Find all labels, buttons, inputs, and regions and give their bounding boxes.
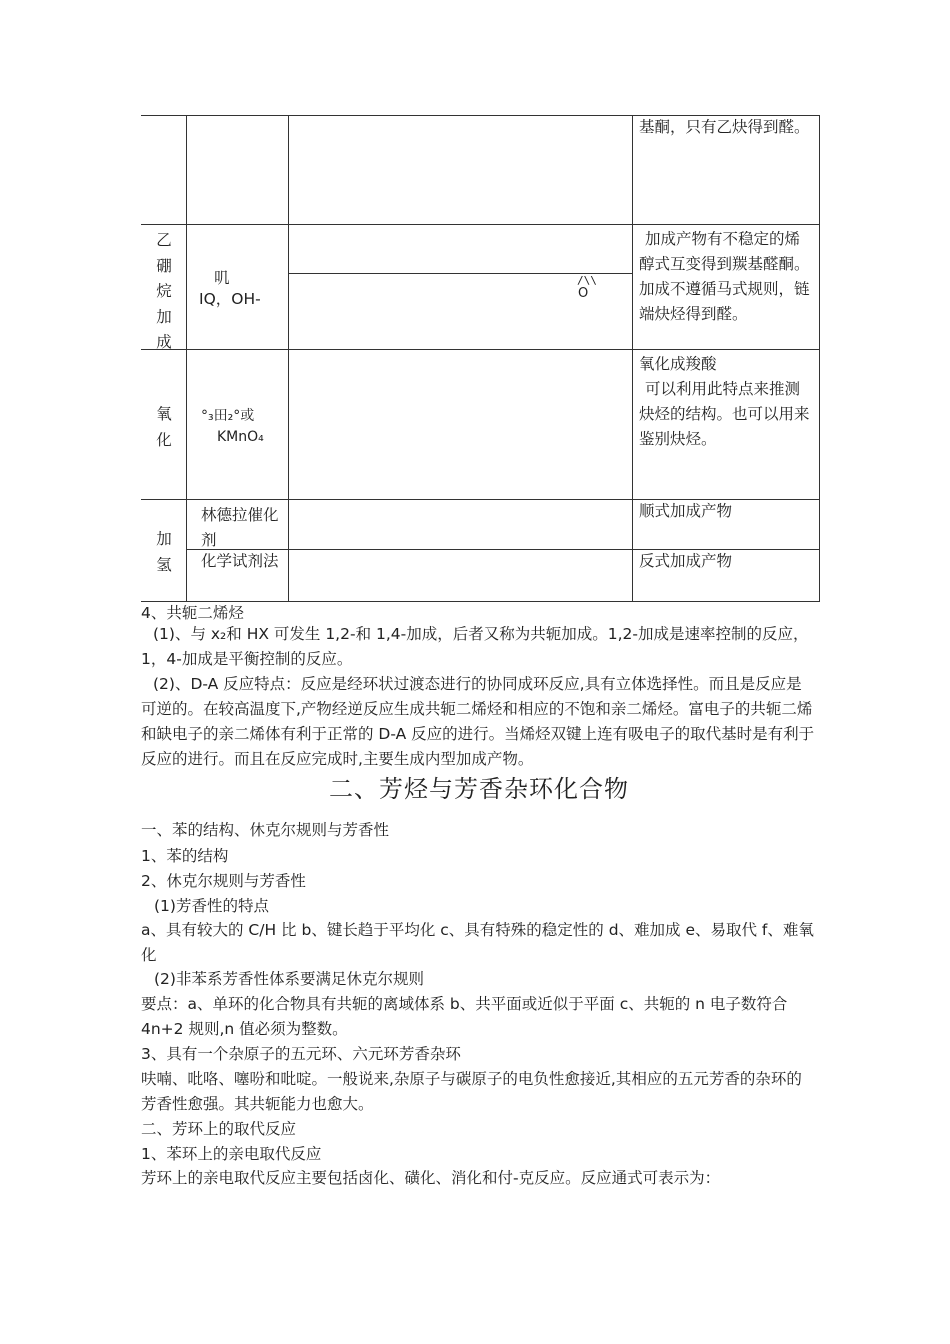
chapter-title: 二、芳烃与芳香杂环化合物	[329, 775, 629, 803]
paragraph: 要点：a、单环的化合物具有共轭的离域体系 b、共平面或近似于平面 c、共轭的 n 电子数符合 4n+2 规则,n 值必须为整数。	[141, 995, 788, 1038]
section-heading: 二、芳环上的取代反应	[141, 1120, 297, 1138]
table-cell-note: 顺式加成产物	[639, 502, 733, 520]
subsection-heading: 1、苯的结构	[141, 847, 229, 865]
table-row-divider	[141, 224, 820, 225]
table-cell-reagent: KMnO₄	[217, 429, 264, 445]
subsection-heading: (1)芳香性的特点	[154, 897, 269, 915]
table-col-divider	[632, 115, 633, 602]
table-border-right	[819, 115, 820, 602]
table-cell-reagent: °₃田₂°或	[201, 408, 255, 424]
table-cell-note: 基酮，只有乙炔得到醛。	[639, 118, 810, 136]
structure-fragment: O	[578, 286, 589, 301]
paragraph: a、具有较大的 C/H 比 b、键长趋于平均化 c、具有特殊的稳定性的 d、难加成 e、易取代 f、难氧化	[141, 921, 814, 964]
paragraph: 芳环上的亲电取代反应主要包括卤化、磺化、消化和付-克反应。反应通式可表示为：	[141, 1169, 721, 1187]
table-cell-reaction-name: 加氢	[156, 530, 172, 574]
table-cell-note: 可以利用此特点来推测炔烃的结构。也可以用来鉴别炔烃。	[639, 380, 810, 448]
table-row-divider	[141, 349, 820, 350]
table-cell-reaction-name: 乙硼烷加成	[156, 231, 172, 351]
subsection-heading: 3、具有一个杂原子的五元环、六元环芳香杂环	[141, 1045, 461, 1063]
paragraph: (1)、与 x₂和 HX 可发生 1,2-和 1,4-加成，后者又称为共轭加成。1,2-加成是速率控制的反应，1，4-加成是平衡控制的反应。	[141, 625, 809, 668]
section-heading: 一、苯的结构、休克尔规则与芳香性	[141, 821, 390, 839]
paragraph: (2)、D-A 反应特点：反应是经环状过渡态进行的协同成环反应,具有立体选择性。而且是反应是可逆的。在较高温度下,产物经逆反应生成共轭二烯烃和相应的不饱和亲二烯烃。富电子的共轭二烯和缺电子的亲二烯体有利于正常的 D-A 反应的进行。当烯烃双键上连有吸电子的取代基时是有利于反应的进行。而且在反应完成时,主要生成内型加成产物。	[141, 675, 815, 768]
table-cell-reagent: IQ，OH-	[199, 290, 261, 308]
table-cell-reagent: 林德拉催化剂	[201, 506, 279, 549]
subsection-heading: 2、休克尔规则与芳香性	[141, 872, 306, 890]
subsection-heading: 1、苯环上的亲电取代反应	[141, 1145, 322, 1163]
table-cell-note: 反式加成产物	[639, 552, 733, 570]
table-cell-reagent: 叽	[214, 269, 230, 287]
subsection-heading: (2)非苯系芳香性体系要满足休克尔规则	[154, 970, 424, 988]
table-cell-note: 加成产物有不稳定的烯醇式互变得到羰基醛酮。加成不遵循马式规则，链端炔烃得到醛。	[639, 230, 810, 323]
table-cell-note: 氧化成羧酸	[639, 355, 717, 373]
section-heading: 4、共轭二烯烃	[141, 604, 244, 622]
table-col-divider	[288, 115, 289, 602]
table-col-divider	[186, 115, 187, 602]
paragraph: 呋喃、吡咯、噻吩和吡啶。一般说来,杂原子与碳原子的电负性愈接近,其相应的五元芳香的杂环的芳香性愈强。其共轭能力也愈大。	[141, 1070, 802, 1113]
table-cell-reaction-name: 氧化	[156, 405, 172, 449]
table-cell-reagent: 化学试剂法	[201, 552, 279, 570]
structure-fragment: /\\	[577, 274, 597, 287]
